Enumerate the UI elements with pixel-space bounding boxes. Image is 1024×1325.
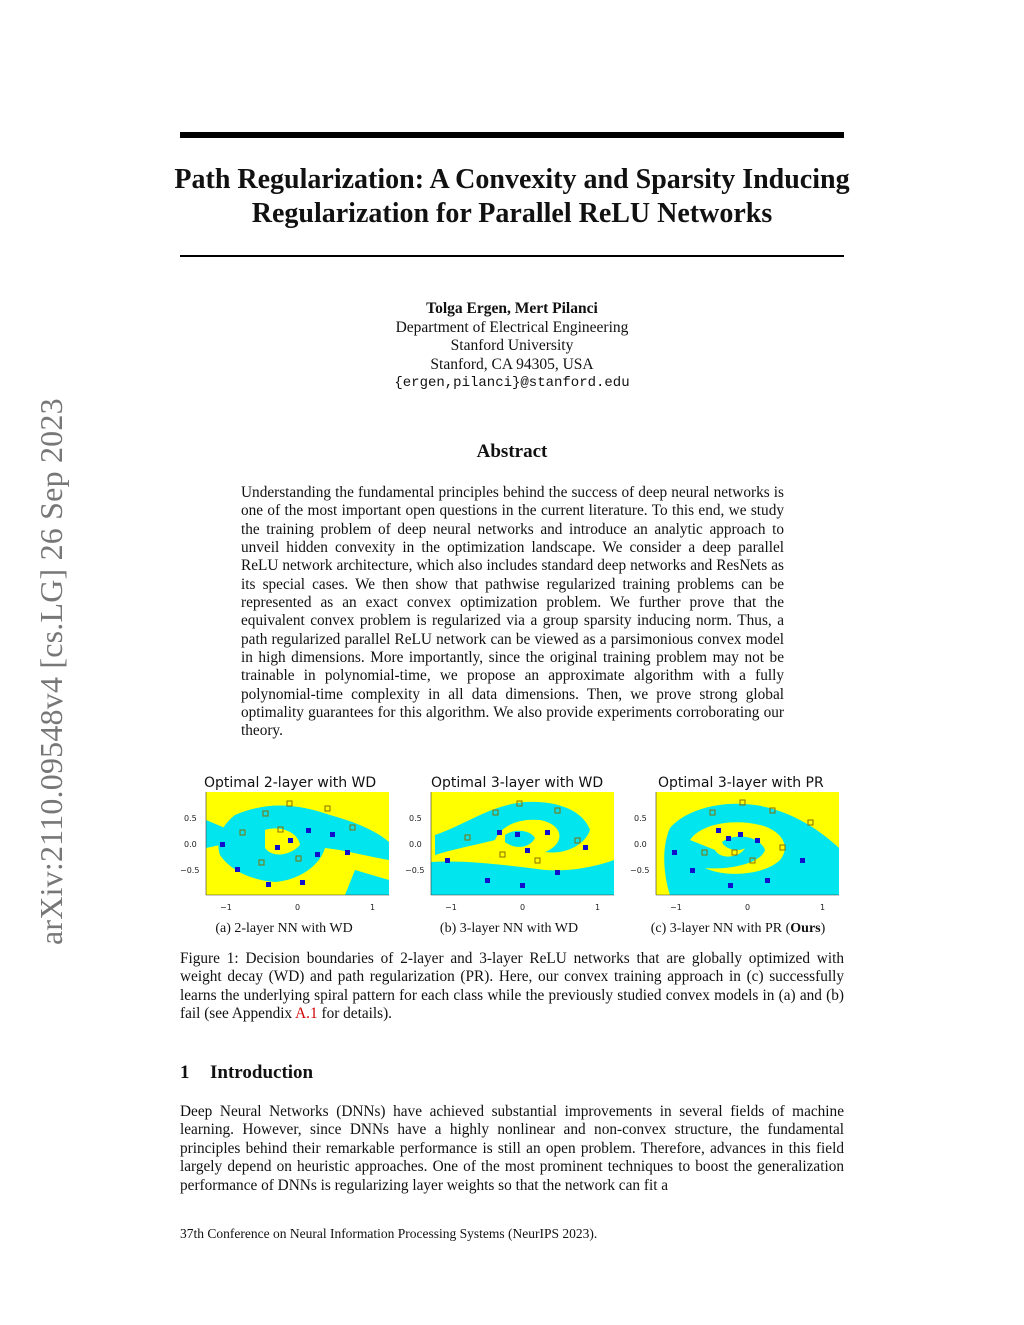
- author-names: Tolga Ergen, Mert Pilanci: [426, 300, 598, 317]
- subcaption-c-ours: Ours: [790, 921, 821, 936]
- subcaption-c-prefix: (c) 3-layer NN with PR (: [650, 921, 791, 936]
- plot-title-a: Optimal 2-layer with WD: [204, 775, 377, 791]
- xtick-b-1: −1: [445, 903, 457, 912]
- figure-panel-c: [630, 770, 830, 920]
- plot-title-b: Optimal 3-layer with WD: [431, 775, 604, 791]
- xtick-a-3: 1: [370, 903, 376, 912]
- section-number: 1: [180, 1062, 190, 1083]
- title-top-rule: [180, 132, 844, 138]
- xtick-c-1: −1: [670, 903, 682, 912]
- ytick-c-2: 0.0: [634, 840, 647, 849]
- figure-panel-b: [405, 770, 605, 920]
- subcaption-a: (a) 2-layer NN with WD: [215, 921, 353, 936]
- introduction-text: Deep Neural Networks (DNNs) have achieved substantial improvements in several fields of machine learning. However, since DNNs have a highly nonlinear and non-convex structure, the fundamental principles behind their remarkable performance is still an open problem. Therefore, advances in this field largely depend on heuristic approaches. One of the most prominent techniques to boost the generalization performance of DNNs is regularizing layer weights so that the network can fit a: [180, 1103, 844, 1194]
- xtick-a-1: −1: [220, 903, 232, 912]
- figure-caption: [180, 950, 844, 1023]
- decision-boundary-plot-c: [630, 770, 845, 920]
- section-heading: [180, 1062, 313, 1084]
- ytick-b-1: 0.5: [409, 814, 422, 823]
- abstract-text: Understanding the fundamental principles behind the success of deep neural networks is one of the most important open questions in the current literature. To this end, we study the training problem of deep neural networks and introduce an analytic approach to unveil hidden convexity in the optimization landscape. We consider a deep parallel ReLU network architecture, which also includes standard deep networks and ResNets as its special cases. We then show that pathwise regularized training problems can be represented as an exact convex optimization problem. We further prove that the equivalent convex problem is regularized via a group sparsity inducing norm. Thus, a path regularized parallel ReLU network can be viewed as a parsimonious convex model in high dimensions. More importantly, since the original training problem may not be trainable in polynomial-time, we propose an approximate algorithm with a fully polynomial-time complexity in all data dimensions. Then, we prove strong global optimality guarantees for this algorithm. We also provide experiments corroborating our theory.: [241, 484, 784, 740]
- decision-boundary-plot-b: [405, 770, 620, 920]
- plot-title-c: Optimal 3-layer with PR: [658, 775, 824, 791]
- xtick-c-3: 1: [820, 903, 826, 912]
- xtick-b-2: 0: [520, 903, 526, 912]
- arxiv-identifier: arXiv:2110.09548v4 [cs.LG] 26 Sep 2023: [33, 398, 69, 945]
- paper-title: Path Regularization: A Convexity and Sparsity Inducing Regularization for Parallel ReLU Networks: [174, 164, 850, 229]
- xtick-b-3: 1: [595, 903, 601, 912]
- ytick-a-1: 0.5: [184, 814, 197, 823]
- ytick-a-3: −0.5: [180, 866, 200, 875]
- ytick-a-2: 0.0: [184, 840, 197, 849]
- xtick-c-2: 0: [745, 903, 751, 912]
- figure-panel-a: [180, 770, 380, 920]
- author-department: Department of Electrical Engineering: [395, 318, 629, 336]
- author-email[interactable]: {ergen,pilanci}@stanford.edu: [394, 375, 630, 391]
- author-block: [200, 300, 824, 393]
- ytick-c-3: −0.5: [630, 866, 650, 875]
- section-title: Introduction: [210, 1062, 314, 1083]
- ytick-b-3: −0.5: [405, 866, 425, 875]
- subcaption-b: (b) 3-layer NN with WD: [439, 921, 579, 936]
- abstract-heading: Abstract: [476, 441, 548, 462]
- subcaption-c-suffix: ): [820, 921, 826, 936]
- author-university: Stanford University: [450, 337, 574, 354]
- author-address: Stanford, CA 94305, USA: [430, 355, 594, 373]
- ytick-c-1: 0.5: [634, 814, 647, 823]
- title-bottom-rule: [180, 255, 844, 257]
- conference-footnote: 37th Conference on Neural Information Processing Systems (NeurIPS 2023).: [180, 1226, 598, 1241]
- ytick-b-2: 0.0: [409, 840, 422, 849]
- caption-text: Figure 1: Decision boundaries of 2-layer and 3-layer ReLU networks that are globally optimized with weight decay (WD) and path regularization (PR). Here, our convex training approach in (c) successfully learns the underlying spiral pattern for each class while the previously studied convex models in (a) and (b) fail (see Appendix: [180, 950, 844, 1023]
- caption-text-end: for details).: [317, 1005, 392, 1023]
- xtick-a-2: 0: [295, 903, 301, 912]
- appendix-link[interactable]: A.1: [295, 1005, 318, 1023]
- decision-boundary-plot-a: [180, 770, 395, 920]
- subcaption-c: [618, 921, 858, 937]
